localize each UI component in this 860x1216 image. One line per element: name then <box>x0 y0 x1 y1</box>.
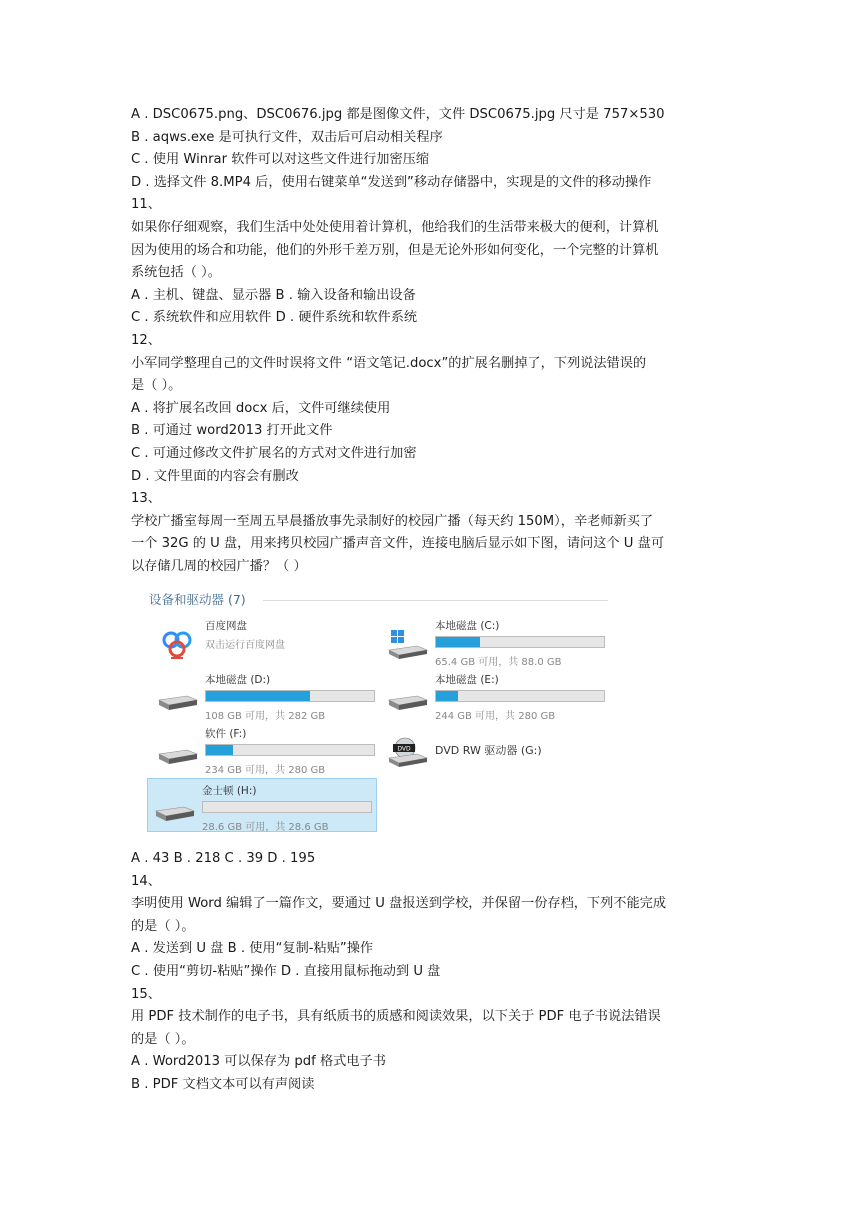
drive-d[interactable] <box>151 668 383 724</box>
drive-name: 本地磁盘 (E:) <box>435 674 499 686</box>
drive-subtitle: 双击运行百度网盘 <box>205 640 285 651</box>
drive-usage-fill <box>206 745 233 755</box>
hard-drive-icon <box>157 736 199 768</box>
text-line: A . DSC0675.png、DSC0676.jpg 都是图像文件，文件 DSC0675.jpg 尺寸是 757×530 <box>131 107 665 122</box>
text-line: 11、 <box>131 197 161 213</box>
text-line: A . 发送到 U 盘 B . 使用“复制-粘贴”操作 <box>131 941 374 957</box>
text-line: A . 43 B . 218 C . 39 D . 195 <box>131 851 316 866</box>
text-line: B . PDF 文档文本可以有声阅读 <box>131 1076 315 1092</box>
svg-text:DVD: DVD <box>397 745 411 753</box>
drive-usage-bar <box>202 801 372 813</box>
text-line: C . 使用“剪切-粘贴”操作 D . 直接用鼠标拖动到 U 盘 <box>131 963 441 979</box>
drive-capacity: 108 GB 可用，共 282 GB <box>205 711 326 722</box>
windows-drive-icon <box>387 628 429 660</box>
baidu-cloud-icon <box>157 628 199 660</box>
text-line: D . 文件里面的内容会有删改 <box>131 468 299 484</box>
text-line: B . 可通过 word2013 打开此文件 <box>131 423 333 439</box>
drive-capacity: 244 GB 可用，共 280 GB <box>435 711 556 722</box>
drive-usage-bar <box>435 690 605 702</box>
drive-g[interactable] <box>381 722 613 778</box>
text-line: 15、 <box>131 986 161 1002</box>
drive-name: 软件 (F:) <box>205 728 247 740</box>
drive-usage-fill <box>436 637 480 647</box>
text-line: 以存储几周的校园广播？（ ） <box>131 558 307 574</box>
text-line: 14、 <box>131 873 161 889</box>
text-line: A . 将扩展名改回 docx 后，文件可继续使用 <box>131 400 391 416</box>
explorer-screenshot <box>145 586 615 836</box>
dvd-drive-icon <box>387 736 429 768</box>
hard-drive-icon <box>387 682 429 714</box>
drive-baidu[interactable] <box>151 614 383 670</box>
drive-name: 本地磁盘 (C:) <box>435 620 500 632</box>
drive-capacity: 65.4 GB 可用，共 88.0 GB <box>435 657 562 668</box>
devices-section-title: 设备和驱动器 (7) <box>149 592 246 607</box>
text-line: B . aqws.exe 是可执行文件，双击后可启动相关程序 <box>131 129 443 145</box>
text-line: 是（ ）。 <box>131 378 182 394</box>
drive-name: 本地磁盘 (D:) <box>205 674 271 686</box>
text-line: 小军同学整理自己的文件时误将文件 “语文笔记.docx”的扩展名删掉了，下列说法错误的 <box>131 355 647 371</box>
drive-usage-fill <box>436 691 458 701</box>
text-line: 13、 <box>131 491 161 507</box>
text-line: 一个 32G 的 U 盘，用来拷贝校园广播声音文件，连接电脑后显示如下图，请问这个 U 盘可 <box>131 536 665 552</box>
text-line: 李明使用 Word 编辑了一篇作文，要通过 U 盘报送到学校，并保留一份存档，下列不能完成 <box>131 896 667 912</box>
text-line: 12、 <box>131 332 161 348</box>
question-text-top <box>131 104 741 578</box>
text-line: 的是（ ）。 <box>131 1031 195 1047</box>
text-line: 的是（ ）。 <box>131 918 195 934</box>
drive-usage-fill <box>206 691 310 701</box>
text-line: C . 可通过修改文件扩展名的方式对文件进行加密 <box>131 445 417 461</box>
hard-drive-icon <box>157 682 199 714</box>
drive-capacity: 28.6 GB 可用，共 28.6 GB <box>202 822 329 833</box>
question-text-bottom <box>131 848 741 1097</box>
section-divider <box>263 600 608 601</box>
text-line: 系统包括（ ）。 <box>131 265 221 281</box>
text-line: A . 主机、键盘、显示器 B . 输入设备和输出设备 <box>131 287 416 303</box>
text-line: C . 系统软件和应用软件 D . 硬件系统和软件系统 <box>131 310 418 326</box>
drive-name: 金士顿 (H:) <box>202 785 257 797</box>
drive-h-usb[interactable] <box>147 778 377 832</box>
text-line: D . 选择文件 8.MP4 后，使用右键菜单“发送到”移动存储器中，实现是的文件的移动操作 <box>131 174 652 190</box>
text-line: 用 PDF 技术制作的电子书，具有纸质书的质感和阅读效果，以下关于 PDF 电子书说法错误 <box>131 1009 661 1025</box>
drive-name: 百度网盘 <box>205 620 247 632</box>
drive-usage-bar <box>205 690 375 702</box>
drive-usage-bar <box>435 636 605 648</box>
drive-f[interactable] <box>151 722 383 778</box>
drive-name: DVD RW 驱动器 (G:) <box>435 744 542 757</box>
text-line: 因为使用的场合和功能，他们的外形千差万别，但是无论外形如何变化，一个完整的计算机 <box>131 242 659 258</box>
drive-e[interactable] <box>381 668 613 724</box>
text-line: A . Word2013 可以保存为 pdf 格式电子书 <box>131 1054 386 1070</box>
text-line: 如果你仔细观察，我们生活中处处使用着计算机，他给我们的生活带来极大的便利，计算机 <box>131 219 659 235</box>
text-line: 学校广播室每周一至周五早晨播放事先录制好的校园广播（每天约 150M），辛老师新买了 <box>131 513 654 529</box>
usb-drive-icon <box>154 793 196 825</box>
text-line: C . 使用 Winrar 软件可以对这些文件进行加密压缩 <box>131 152 430 168</box>
drive-capacity: 234 GB 可用，共 280 GB <box>205 765 326 776</box>
drive-usage-bar <box>205 744 375 756</box>
drive-c[interactable] <box>381 614 613 670</box>
